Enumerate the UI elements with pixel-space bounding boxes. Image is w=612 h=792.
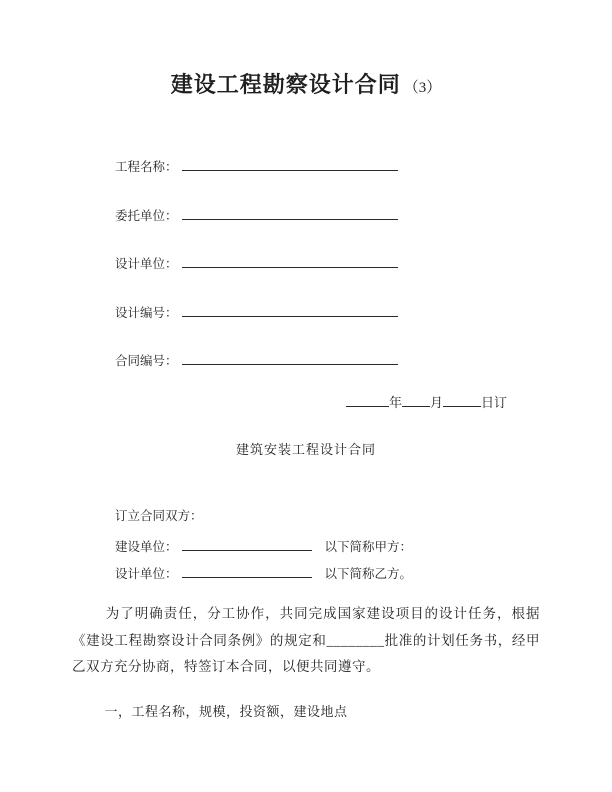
- month-blank-line: [402, 393, 430, 407]
- day-label: 日订: [480, 395, 507, 410]
- party-a-label: 建设单位：: [115, 539, 178, 554]
- party-b-blank-line: [182, 564, 312, 578]
- party-b-label: 设计单位：: [115, 567, 178, 581]
- field-row-design-unit: [115, 254, 398, 303]
- field-blank-design-number: [182, 303, 398, 317]
- year-label: 年: [388, 395, 402, 410]
- document-subtitle: 建筑安装工程设计合同: [235, 442, 376, 457]
- field-label-entrusting-unit: 委托单位：: [115, 208, 178, 223]
- parties-block: [115, 509, 412, 592]
- title-text: 建设工程勘察设计合同: [170, 72, 401, 97]
- field-blank-contract-number: [182, 351, 398, 365]
- parties-intro-label: 订立合同双方：: [115, 509, 203, 523]
- header-fields: [115, 157, 398, 400]
- field-label-project-name: 工程名称：: [115, 160, 178, 174]
- field-label-design-number: 设计编号：: [115, 305, 178, 320]
- month-label: 月: [429, 395, 443, 410]
- parties-intro: [115, 509, 412, 537]
- contract-preamble: 为了明确责任，分工协作，共同完成国家建设项目的设计任务，根据《建设工程勘察设计合同条例》的规定和________批准的计划任务书，经甲乙双方充分协商，特签订本合同，以便共同遵守。: [72, 606, 540, 674]
- field-row-design-number: [115, 303, 398, 352]
- field-label-design-unit: 设计单位：: [115, 257, 178, 271]
- field-row-project-name: [115, 157, 398, 206]
- document-title: [0, 68, 612, 99]
- party-a-blank-line: [182, 537, 312, 551]
- party-b-suffix: 以下简称乙方。: [324, 567, 413, 581]
- field-blank-design-unit: [182, 254, 398, 268]
- year-blank-line: [346, 393, 389, 407]
- section-one-heading: 一，工程名称，规模，投资额，建设地点: [104, 704, 348, 719]
- title-number: （3）: [403, 80, 442, 96]
- field-row-entrusting-unit: [115, 206, 398, 255]
- party-b-row: [115, 564, 412, 592]
- signing-date-line: [0, 392, 612, 411]
- field-blank-project-name: [182, 157, 398, 171]
- day-blank-line: [443, 393, 481, 407]
- party-a-suffix: 以下简称甲方：: [324, 539, 413, 554]
- field-label-contract-number: 合同编号：: [115, 354, 178, 368]
- party-a-row: [115, 537, 412, 565]
- field-blank-entrusting-unit: [182, 206, 398, 220]
